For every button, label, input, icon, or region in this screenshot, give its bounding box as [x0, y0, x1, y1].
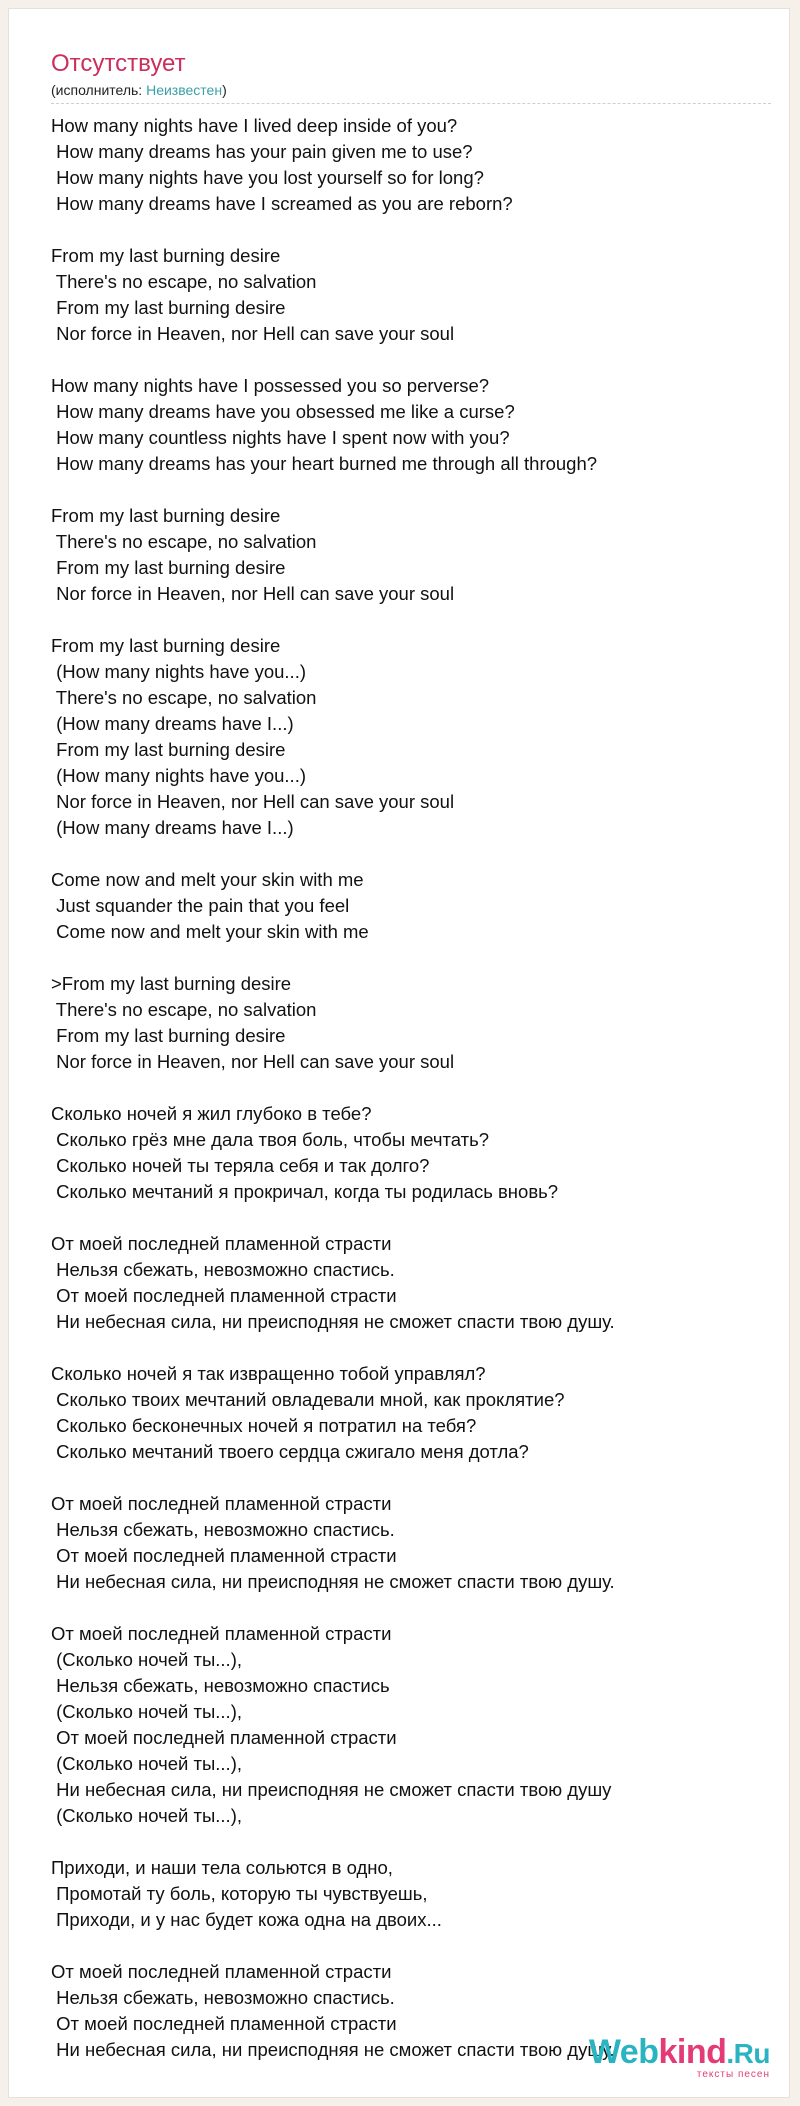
- lyrics-line: От моей последней пламенной страсти: [51, 1493, 392, 1514]
- webkind-watermark: [589, 2035, 770, 2080]
- lyrics-blank-line: [51, 477, 771, 503]
- lyrics-line: Ни небесная сила, ни преисподняя не сможет спасти твою душу.: [51, 1571, 615, 1592]
- lyrics-line: (How many dreams have I...): [51, 817, 294, 838]
- lyrics-line: Сколько мечтаний твоего сердца сжигало меня дотла?: [51, 1441, 529, 1462]
- lyrics-line: Сколько ночей я так извращенно тобой управлял?: [51, 1363, 486, 1384]
- lyrics-line: (Сколько ночей ты...),: [51, 1649, 242, 1670]
- lyrics-line: How many countless nights have I spent now with you?: [51, 427, 510, 448]
- lyrics-line: How many dreams has your pain given me to use?: [51, 141, 473, 162]
- lyrics-line: How many nights have I possessed you so perverse?: [51, 375, 490, 396]
- artist-prefix: (исполнитель:: [51, 82, 147, 98]
- lyrics-line: (Сколько ночей ты...),: [51, 1701, 242, 1722]
- lyrics-line: Нельзя сбежать, невозможно спастись: [51, 1675, 390, 1696]
- lyrics-blank-line: [51, 1205, 771, 1231]
- artist-suffix: ): [222, 82, 227, 98]
- lyrics-line: Нельзя сбежать, невозможно спастись.: [51, 1519, 395, 1540]
- artist-line: [51, 81, 771, 104]
- lyrics-line: Ни небесная сила, ни преисподняя не сможет спасти твою душу.: [51, 2039, 615, 2060]
- lyrics-line: Сколько твоих мечтаний овладевали мной, как проклятие?: [51, 1389, 565, 1410]
- lyrics-line: Nor force in Heaven, nor Hell can save your soul: [51, 1051, 455, 1072]
- lyrics-line: Сколько ночей ты теряла себя и так долго?: [51, 1155, 430, 1176]
- lyrics-blank-line: [51, 1829, 771, 1855]
- lyrics-blank-line: [51, 1335, 771, 1361]
- watermark-logo: Webkind.Ru: [588, 2033, 770, 2071]
- lyrics-text: [51, 113, 771, 2063]
- lyrics-line: How many nights have you lost yourself so for long?: [51, 167, 484, 188]
- lyrics-line: Приходи, и наши тела сольются в одно,: [51, 1857, 393, 1878]
- lyrics-blank-line: [51, 841, 771, 867]
- watermark-tagline: тексты песен: [696, 2069, 770, 2080]
- lyrics-line: От моей последней пламенной страсти: [51, 1545, 397, 1566]
- lyrics-line: Нельзя сбежать, невозможно спастись.: [51, 1259, 395, 1280]
- lyrics-line: (How many dreams have I...): [51, 713, 294, 734]
- lyrics-line: От моей последней пламенной страсти: [51, 1233, 392, 1254]
- lyrics-line: От моей последней пламенной страсти: [51, 1623, 392, 1644]
- lyrics-line: From my last burning desire: [51, 635, 281, 656]
- lyrics-line: От моей последней пламенной страсти: [51, 1961, 392, 1982]
- lyrics-blank-line: [51, 1933, 771, 1959]
- lyrics-line: (Сколько ночей ты...),: [51, 1805, 242, 1826]
- lyrics-line: Ни небесная сила, ни преисподняя не сможет спасти твою душу.: [51, 1311, 615, 1332]
- lyrics-blank-line: [51, 1465, 771, 1491]
- lyrics-line: От моей последней пламенной страсти: [51, 2013, 397, 2034]
- lyrics-line: От моей последней пламенной страсти: [51, 1727, 397, 1748]
- lyrics-line: (How many nights have you...): [51, 765, 306, 786]
- lyrics-line: There's no escape, no salvation: [51, 271, 317, 292]
- lyrics-line: There's no escape, no salvation: [51, 531, 317, 552]
- lyrics-line: (Сколько ночей ты...),: [51, 1753, 242, 1774]
- page-sheet: [8, 8, 790, 2098]
- lyrics-line: From my last burning desire: [51, 1025, 286, 1046]
- lyrics-blank-line: [51, 217, 771, 243]
- lyrics-line: От моей последней пламенной страсти: [51, 1285, 397, 1306]
- lyrics-line: Nor force in Heaven, nor Hell can save your soul: [51, 791, 455, 812]
- lyrics-line: From my last burning desire: [51, 505, 281, 526]
- lyrics-line: Ни небесная сила, ни преисподняя не сможет спасти твою душу: [51, 1779, 612, 1800]
- lyrics-line: (How many nights have you...): [51, 661, 306, 682]
- lyrics-line: Нельзя сбежать, невозможно спастись.: [51, 1987, 395, 2008]
- lyrics-line: From my last burning desire: [51, 245, 281, 266]
- lyrics-blank-line: [51, 1595, 771, 1621]
- lyrics-blank-line: [51, 945, 771, 971]
- lyrics-blank-line: [51, 347, 771, 373]
- lyrics-line: How many dreams have I screamed as you are reborn?: [51, 193, 513, 214]
- lyrics-line: Come now and melt your skin with me: [51, 921, 369, 942]
- song-header: [51, 49, 771, 104]
- lyrics-line: There's no escape, no salvation: [51, 999, 317, 1020]
- artist-link[interactable]: Неизвестен: [146, 82, 223, 98]
- lyrics-line: How many nights have I lived deep inside of you?: [51, 115, 458, 136]
- lyrics-line: Промотай ту боль, которую ты чувствуешь,: [51, 1883, 428, 1904]
- lyrics-line: Сколько мечтаний я прокричал, когда ты родилась вновь?: [51, 1181, 559, 1202]
- lyrics-blank-line: [51, 607, 771, 633]
- lyrics-blank-line: [51, 1075, 771, 1101]
- lyrics-line: Just squander the pain that you feel: [51, 895, 350, 916]
- lyrics-line: There's no escape, no salvation: [51, 687, 317, 708]
- lyrics-line: Nor force in Heaven, nor Hell can save your soul: [51, 323, 455, 344]
- lyrics-line: Сколько бесконечных ночей я потратил на тебя?: [51, 1415, 477, 1436]
- lyrics-line: Сколько грёз мне дала твоя боль, чтобы мечтать?: [51, 1129, 490, 1150]
- lyrics-line: Come now and melt your skin with me: [51, 869, 364, 890]
- lyrics-line: From my last burning desire: [51, 557, 286, 578]
- lyrics-line: Сколько ночей я жил глубоко в тебе?: [51, 1103, 372, 1124]
- lyrics-line: How many dreams has your heart burned me through all through?: [51, 453, 598, 474]
- lyrics-line: From my last burning desire: [51, 297, 286, 318]
- lyrics-line: From my last burning desire: [51, 739, 286, 760]
- lyrics-line: Приходи, и у нас будет кожа одна на двоих...: [51, 1909, 442, 1930]
- song-title: Отсутствует: [51, 50, 186, 77]
- lyrics-line: >From my last burning desire: [51, 973, 292, 994]
- lyrics-line: Nor force in Heaven, nor Hell can save your soul: [51, 583, 455, 604]
- lyrics-line: How many dreams have you obsessed me like a curse?: [51, 401, 515, 422]
